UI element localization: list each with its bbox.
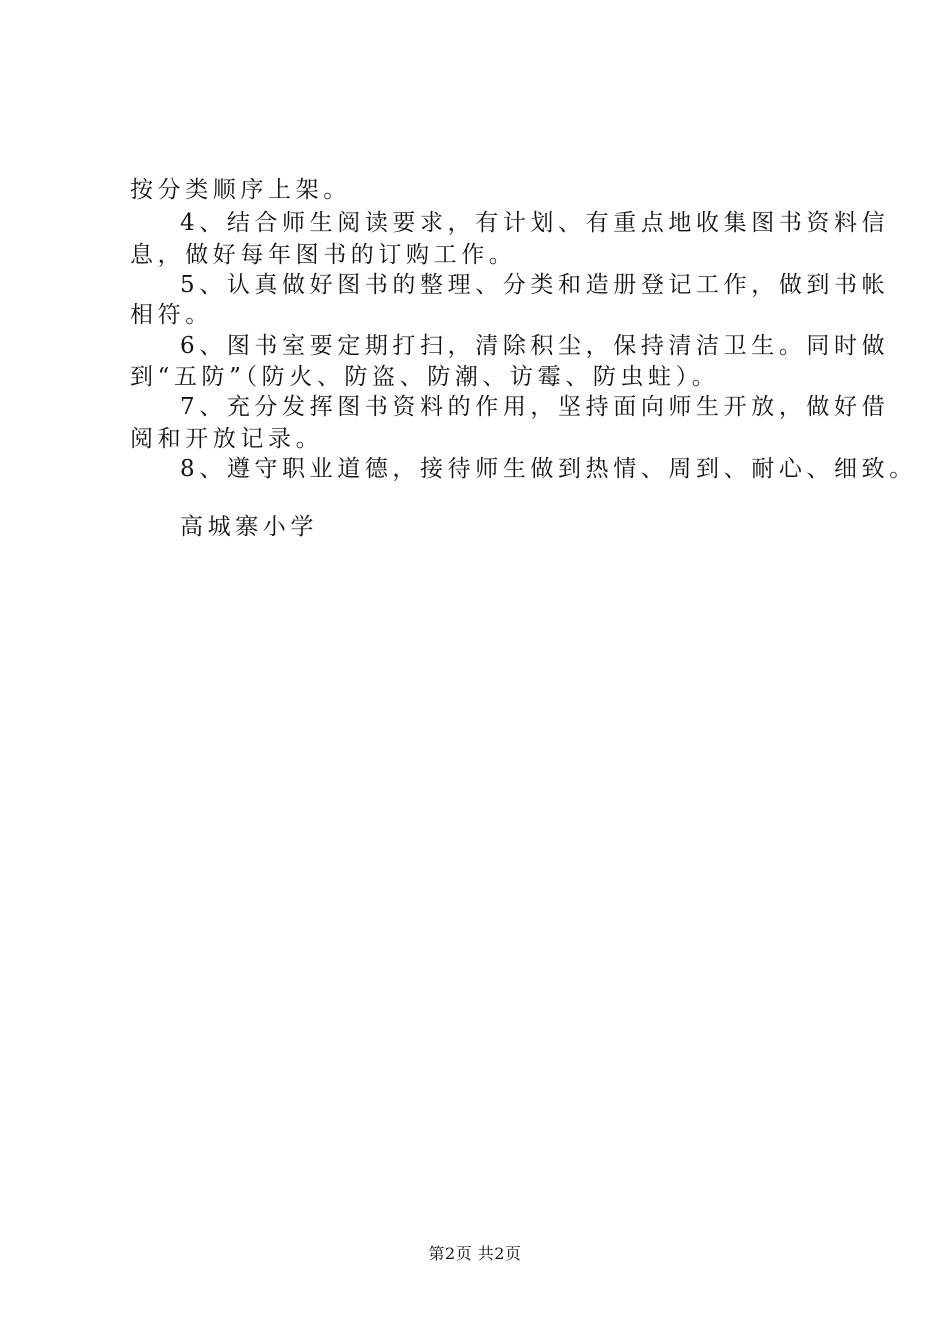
paragraph-line: 到“五防”（防火、防盗、防潮、访霉、防虫蛀）。 (130, 364, 720, 390)
paragraph-line: 相符。 (130, 302, 213, 328)
paragraph-line: 5、认真做好图书的整理、分类和造册登记工作，做到书帐 (180, 272, 890, 298)
paragraph-line: 6、图书室要定期打扫，清除积尘，保持清洁卫生。同时做 (180, 333, 890, 359)
paragraph-line: 7、充分发挥图书资料的作用，坚持面向师生开放，做好借 (180, 394, 890, 420)
paragraph-line: 按分类顺序上架。 (130, 177, 351, 203)
paragraph-line: 4、结合师生阅读要求，有计划、有重点地收集图书资料信 (180, 210, 890, 236)
signature: 高城寨小学 (180, 514, 318, 540)
paragraph-line: 阅和开放记录。 (130, 426, 324, 452)
paragraph-line: 8、遵守职业道德，接待师生做到热情、周到、耐心、细致。 (180, 456, 917, 482)
paragraph-line: 息，做好每年图书的订购工作。 (130, 242, 517, 268)
page-footer: 第2页 共2页 (428, 1244, 522, 1263)
